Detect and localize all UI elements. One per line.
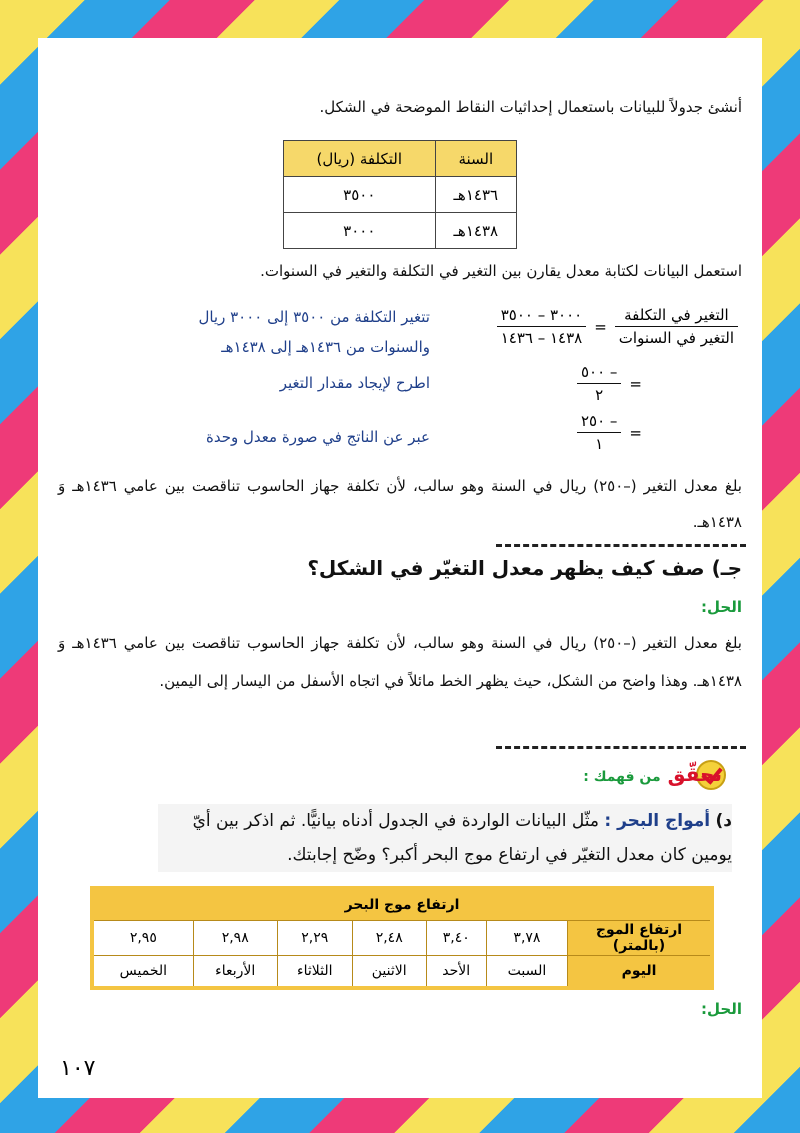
table-row — [92, 921, 712, 956]
check-title-text: تحقّق — [667, 762, 722, 786]
equals-sign: = — [629, 374, 642, 393]
cell-year: ١٤٣٦هـ — [435, 177, 516, 213]
lhs-fraction — [615, 306, 738, 347]
wave-table-title: ارتفاع موج البحر — [92, 888, 712, 921]
day-cell: الاثنين — [352, 956, 426, 989]
intro-line: أنشئ جدولاً للبيانات باستعمال إحداثيات النقاط الموضحة في الشكل. — [319, 98, 742, 116]
question-d — [158, 804, 732, 872]
step3-fraction — [577, 412, 621, 453]
height-cell: ٣,٤٠ — [426, 921, 486, 956]
question-d-letter: د) — [715, 811, 732, 831]
step3-denominator: ١ — [595, 435, 604, 453]
equation-row-3 — [483, 412, 642, 453]
equals-sign: = — [594, 317, 607, 336]
step2-numerator: – ٥٠٠ — [577, 363, 621, 384]
table-row — [284, 177, 517, 213]
question-d-title: أمواج البحر : — [604, 811, 711, 831]
step3-numerator: – ٢٥٠ — [577, 412, 621, 433]
check-subtitle: من فهمك : — [583, 769, 661, 785]
lhs-numerator: التغير في التكلفة — [615, 306, 738, 327]
page-number: ١٠٧ — [60, 1056, 96, 1081]
cell-cost: ٣٥٠٠ — [284, 177, 436, 213]
height-cell: ٢,٢٩ — [277, 921, 352, 956]
height-cell: ٢,٩٨ — [193, 921, 277, 956]
result-text: بلغ معدل التغير (–٢٥٠) ريال في السنة وهو سالب، لأن تكلفة جهاز الحاسوب تناقصت بين عامي ١٤٣٦هـ وَ ١٤٣٨هـ. — [58, 477, 742, 531]
step1-numerator: ٣٠٠٠ – ٣٥٠٠ — [497, 306, 587, 327]
check-title — [58, 762, 722, 786]
day-cell: الثلاثاء — [277, 956, 352, 989]
equation-row-2 — [483, 363, 642, 404]
day-label: اليوم — [568, 956, 713, 989]
height-label: ارتفاع الموج (بالمتر) — [568, 921, 713, 956]
day-cell: الخميس — [92, 956, 193, 989]
cell-year: ١٤٣٨هـ — [435, 213, 516, 249]
solution-label: الحل: — [701, 598, 742, 616]
step2-fraction — [577, 363, 621, 404]
wave-table — [90, 886, 714, 990]
lhs-denominator: التغير في السنوات — [618, 329, 734, 347]
step1-note2: والسنوات من ١٤٣٦هـ إلى ١٤٣٨هـ — [221, 338, 430, 356]
step1-note1: تتغير التكلفة من ٣٥٠٠ إلى ٣٠٠٠ ريال — [198, 308, 430, 326]
day-cell: السبت — [486, 956, 567, 989]
equation-row-1 — [483, 306, 738, 347]
question-c: جـ) صف كيف يظهر معدل التغيّر في الشكل؟ — [307, 556, 742, 580]
table-row — [92, 956, 712, 989]
step2-denominator: ٢ — [595, 386, 604, 404]
header-cost: التكلفة (ريال) — [284, 141, 436, 177]
height-cell: ٣,٧٨ — [486, 921, 567, 956]
solution-label-2: الحل: — [701, 1000, 742, 1018]
divider — [496, 746, 746, 749]
solution-c: بلغ معدل التغير (–٢٥٠) ريال في السنة وهو سالب، لأن تكلفة جهاز الحاسوب تناقصت بين عامي ١٤٣٦هـ وَ ١٤٣٨هـ. وهذا واضح من الشكل، حيث يظهر الخط مائلاً في اتجاه الأسفل من اليسار إلى اليمين. — [58, 634, 742, 690]
day-cell: الأحد — [426, 956, 486, 989]
height-cell: ٢,٩٥ — [92, 921, 193, 956]
day-cell: الأربعاء — [193, 956, 277, 989]
step1-fraction — [497, 306, 587, 347]
page — [38, 38, 762, 1098]
step3-note: عبر عن الناتج في صورة معدل وحدة — [206, 428, 430, 446]
table-row — [92, 888, 712, 921]
table-row — [284, 213, 517, 249]
step2-note: اطرح لإيجاد مقدار التغير — [279, 374, 430, 392]
step1-denominator: ١٤٣٨ – ١٤٣٦ — [500, 329, 583, 347]
height-cell: ٢,٤٨ — [352, 921, 426, 956]
cost-table — [283, 140, 517, 249]
use-data-line: استعمل البيانات لكتابة معدل يقارن بين التغير في التكلفة والتغير في السنوات. — [260, 262, 742, 280]
header-year: السنة — [435, 141, 516, 177]
table-row — [284, 141, 517, 177]
question-d-text: مثّل البيانات الواردة في الجدول أدناه بيانيًّا. ثم اذكر بين أيّ يومين كان معدل التغيّر في ارتفاع موج البحر أكبر؟ وضّح إجابتك. — [192, 811, 732, 865]
equals-sign: = — [629, 423, 642, 442]
cell-cost: ٣٠٠٠ — [284, 213, 436, 249]
divider — [496, 544, 746, 547]
